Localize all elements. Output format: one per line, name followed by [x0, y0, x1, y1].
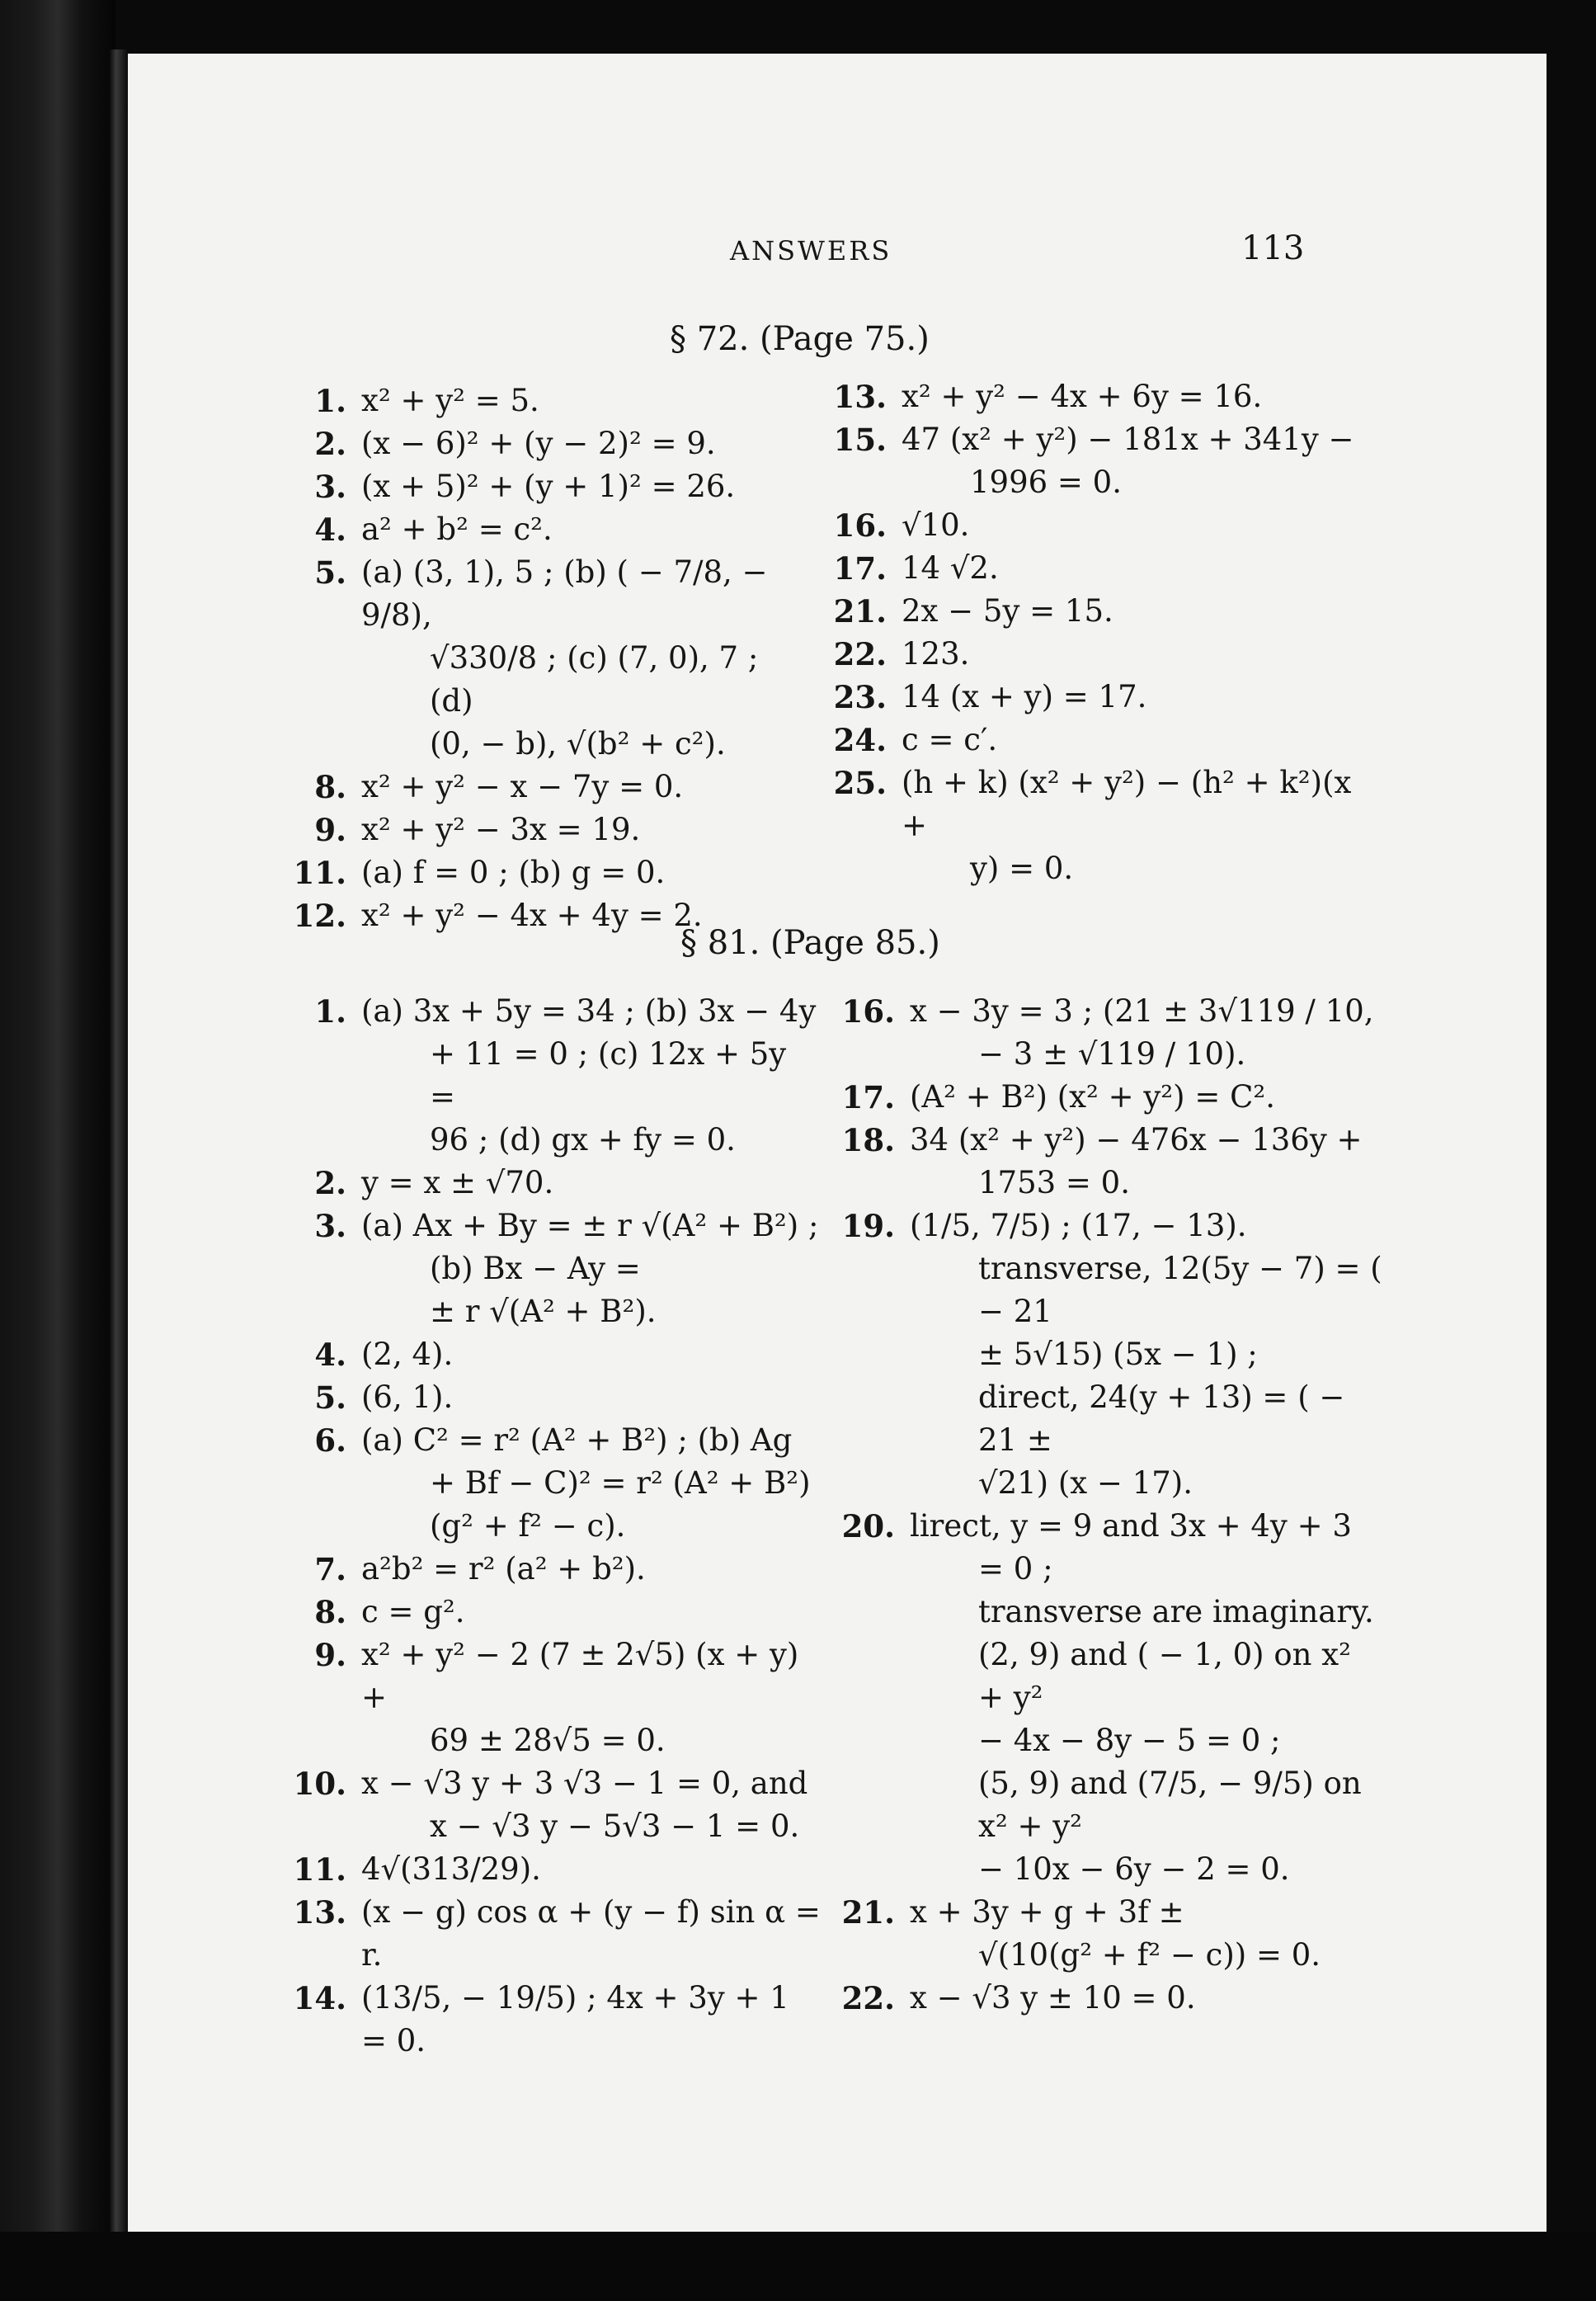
- answer-number: [833, 847, 902, 890]
- scan-left-page-shadow: [0, 0, 115, 2301]
- answer-text: (6, 1).: [361, 1379, 454, 1415]
- answer-item: [833, 761, 1377, 847]
- answer-continuation: [841, 1247, 1386, 1333]
- answer-number: [841, 1462, 910, 1505]
- answer-text: (a) C² = r² (A² + B²) ; (b) Ag: [361, 1422, 793, 1458]
- answer-continuation: [841, 1719, 1386, 1762]
- answer-text: lirect, y = 9 and 3x + 4y + 3: [910, 1508, 1352, 1544]
- answer-continuation: [293, 723, 804, 766]
- answer-number: [293, 1505, 361, 1548]
- answer-text: a² + b² = c².: [361, 512, 553, 547]
- answer-number: 17.: [841, 1079, 895, 1115]
- answer-number: 5.: [314, 554, 346, 591]
- answer-continuation: [833, 847, 1377, 890]
- answer-item: [841, 1505, 1386, 1548]
- answer-text: x − √3 y − 5√3 − 1 = 0.: [430, 1808, 800, 1844]
- answer-number: 1.: [314, 993, 346, 1030]
- answer-number: 11.: [293, 855, 346, 891]
- answer-number: [841, 1376, 910, 1462]
- answer-item: [841, 1205, 1386, 1247]
- answer-item: [833, 590, 1377, 633]
- answer-continuation: [841, 1762, 1386, 1848]
- answer-number: [841, 1591, 910, 1634]
- answer-item: [293, 551, 804, 637]
- answer-text: x − √3 y ± 10 = 0.: [910, 1980, 1196, 2016]
- answer-continuation: [841, 1548, 1386, 1591]
- answer-text: 96 ; (d) gx + fy = 0.: [430, 1122, 736, 1158]
- running-head: ANSWERS: [730, 235, 892, 266]
- answer-number: 22.: [841, 1980, 895, 2016]
- answer-text: + Bf − C)² = r² (A² + B²): [430, 1465, 811, 1501]
- answer-text: y) = 0.: [970, 851, 1074, 886]
- answer-text: (x − 6)² + (y − 2)² = 9.: [361, 426, 716, 461]
- answer-number: 18.: [841, 1122, 895, 1158]
- answer-number: [293, 637, 361, 723]
- answer-item: [293, 1848, 821, 1891]
- answer-text: 69 ± 28√5 = 0.: [430, 1723, 666, 1758]
- answer-continuation: [293, 1719, 821, 1762]
- answer-number: 20.: [841, 1508, 895, 1544]
- answer-item: [293, 465, 804, 508]
- answer-item: [293, 1333, 821, 1376]
- answer-number: [293, 1247, 361, 1290]
- answer-item: [293, 1205, 821, 1247]
- answer-number: 11.: [293, 1851, 346, 1888]
- answer-item: [293, 1634, 821, 1719]
- answer-item: [293, 1376, 821, 1419]
- answer-continuation: [841, 1634, 1386, 1719]
- answer-item: [293, 422, 804, 465]
- answer-number: 24.: [833, 722, 887, 758]
- answer-item: [293, 1419, 821, 1462]
- answer-number: [841, 1162, 910, 1205]
- answer-number: 19.: [841, 1208, 895, 1244]
- answer-number: 8.: [314, 769, 346, 805]
- section-72-right-column: [833, 375, 1377, 890]
- answer-number: 2.: [314, 1165, 346, 1201]
- answer-number: 4.: [314, 1337, 346, 1373]
- answer-item: [833, 504, 1377, 547]
- answer-number: [841, 1719, 910, 1762]
- answer-item: [841, 990, 1386, 1033]
- answer-item: [293, 809, 804, 851]
- answer-text: (a) f = 0 ; (b) g = 0.: [361, 855, 666, 890]
- answer-number: 13.: [293, 1894, 346, 1931]
- answer-continuation: [293, 1119, 821, 1162]
- answer-number: 21.: [833, 593, 887, 629]
- answer-number: 10.: [293, 1766, 346, 1802]
- answer-number: 1.: [314, 383, 346, 419]
- answer-continuation: [841, 1376, 1386, 1462]
- answer-text: (2, 9) and ( − 1, 0) on x² + y²: [978, 1637, 1351, 1715]
- answer-text: (g² + f² − c).: [430, 1508, 626, 1544]
- answer-text: direct, 24(y + 13) = ( − 21 ±: [978, 1379, 1345, 1458]
- answer-number: [841, 1634, 910, 1719]
- answer-number: 16.: [833, 507, 887, 544]
- answer-number: 7.: [314, 1551, 346, 1587]
- answer-number: [293, 1719, 361, 1762]
- answer-text: (b) Bx − Ay =: [430, 1251, 641, 1286]
- answer-continuation: [841, 1333, 1386, 1376]
- answer-item: [833, 547, 1377, 590]
- answer-continuation: [293, 1805, 821, 1848]
- answer-number: [841, 1247, 910, 1333]
- answer-number: 5.: [314, 1379, 346, 1416]
- answer-number: [841, 1848, 910, 1891]
- answer-text: x + 3y + g + 3f ±: [910, 1894, 1184, 1930]
- answer-continuation: [841, 1033, 1386, 1076]
- answer-item: [833, 375, 1377, 418]
- scan-binding-edge: [109, 50, 127, 2236]
- answer-continuation: [293, 1505, 821, 1548]
- answer-text: x² + y² − 4x + 4y = 2.: [361, 898, 703, 933]
- answer-text: 34 (x² + y²) − 476x − 136y +: [910, 1122, 1363, 1158]
- answer-text: = 0 ;: [978, 1551, 1053, 1587]
- answer-item: [841, 1119, 1386, 1162]
- answer-number: [841, 1548, 910, 1591]
- answer-text: transverse are imaginary.: [978, 1594, 1374, 1629]
- answer-text: 4√(313/29).: [361, 1851, 541, 1887]
- scan-bottom-border: [0, 2232, 1596, 2301]
- answer-continuation: [841, 1934, 1386, 1977]
- answer-continuation: [293, 1290, 821, 1333]
- answer-item: [293, 766, 804, 809]
- answer-item: [833, 418, 1377, 461]
- answer-number: 22.: [833, 636, 887, 672]
- answer-number: 14.: [293, 1980, 346, 2016]
- section-72-heading: § 72. (Page 75.): [670, 320, 930, 358]
- answer-text: 14 √2.: [902, 550, 999, 586]
- answer-text: (A² + B²) (x² + y²) = C².: [910, 1079, 1275, 1115]
- answer-text: (13/5, − 19/5) ; 4x + 3y + 1 = 0.: [361, 1980, 789, 2058]
- answer-item: [833, 676, 1377, 719]
- answer-continuation: [293, 637, 804, 723]
- answer-number: 21.: [841, 1894, 895, 1931]
- answer-item: [841, 1977, 1386, 2020]
- answer-text: x² + y² = 5.: [361, 383, 539, 418]
- answer-text: 123.: [902, 636, 970, 672]
- answer-text: √330/8 ; (c) (7, 0), 7 ; (d): [430, 640, 759, 719]
- answer-text: − 3 ± √119 / 10).: [978, 1036, 1246, 1072]
- answer-item: [293, 508, 804, 551]
- answer-number: [293, 1290, 361, 1333]
- section-81-right-column: [841, 990, 1386, 2020]
- answer-item: [293, 990, 821, 1033]
- answer-number: 17.: [833, 550, 887, 587]
- answer-text: x² + y² − x − 7y = 0.: [361, 769, 684, 804]
- section-81-heading: § 81. (Page 85.): [680, 924, 940, 962]
- answer-number: [841, 1762, 910, 1848]
- answer-item: [293, 1891, 821, 1977]
- answer-text: ± 5√15) (5x − 1) ;: [978, 1337, 1258, 1372]
- answer-text: 2x − 5y = 15.: [902, 593, 1113, 629]
- answer-text: (a) Ax + By = ± r √(A² + B²) ;: [361, 1208, 819, 1243]
- answer-number: 2.: [314, 426, 346, 462]
- answer-text: 14 (x + y) = 17.: [902, 679, 1147, 714]
- answer-text: c = c′.: [902, 722, 998, 757]
- answer-text: transverse, 12(5y − 7) = ( − 21: [978, 1251, 1382, 1329]
- answer-continuation: [293, 1033, 821, 1119]
- answer-text: x² + y² − 4x + 6y = 16.: [902, 379, 1263, 414]
- answer-number: [833, 461, 902, 504]
- answer-number: 23.: [833, 679, 887, 715]
- page-number: 113: [1241, 229, 1305, 267]
- answer-text: (a) (3, 1), 5 ; (b) ( − 7/8, − 9/8),: [361, 554, 768, 633]
- answer-number: 8.: [314, 1594, 346, 1630]
- answer-number: [841, 1934, 910, 1977]
- answer-item: [293, 1762, 821, 1805]
- answer-number: 12.: [293, 898, 346, 934]
- answer-item: [833, 719, 1377, 761]
- answer-text: (a) 3x + 5y = 34 ; (b) 3x − 4y: [361, 993, 817, 1029]
- answer-item: [841, 1891, 1386, 1934]
- answer-number: 4.: [314, 512, 346, 548]
- answer-number: 3.: [314, 469, 346, 505]
- answer-number: [841, 1333, 910, 1376]
- answer-item: [841, 1076, 1386, 1119]
- answer-text: (1/5, 7/5) ; (17, − 13).: [910, 1208, 1247, 1243]
- answer-number: 9.: [314, 1637, 346, 1673]
- answer-continuation: [293, 1462, 821, 1505]
- answer-text: (2, 4).: [361, 1337, 454, 1372]
- answer-number: 3.: [314, 1208, 346, 1244]
- answer-text: 1996 = 0.: [970, 464, 1122, 500]
- answer-continuation: [841, 1162, 1386, 1205]
- answer-text: √10.: [902, 507, 970, 543]
- answer-number: 6.: [314, 1422, 346, 1459]
- answer-text: (h + k) (x² + y²) − (h² + k²)(x +: [902, 765, 1352, 843]
- answer-text: (x − g) cos α + (y − f) sin α = r.: [361, 1894, 821, 1973]
- answer-text: 1753 = 0.: [978, 1165, 1130, 1200]
- answer-text: a²b² = r² (a² + b²).: [361, 1551, 646, 1587]
- answer-continuation: [841, 1591, 1386, 1634]
- answer-text: (5, 9) and (7/5, − 9/5) on x² + y²: [978, 1766, 1362, 1844]
- answer-text: ± r √(A² + B²).: [430, 1294, 657, 1329]
- answer-item: [293, 1162, 821, 1205]
- answer-text: √21) (x − 17).: [978, 1465, 1193, 1501]
- answer-number: [841, 1033, 910, 1076]
- answer-number: 9.: [314, 812, 346, 848]
- answer-item: [293, 851, 804, 894]
- answer-item: [293, 380, 804, 422]
- answer-number: [293, 1462, 361, 1505]
- answer-text: − 10x − 6y − 2 = 0.: [978, 1851, 1290, 1887]
- answer-number: 13.: [833, 379, 887, 415]
- answer-text: √(10(g² + f² − c)) = 0.: [978, 1937, 1321, 1973]
- answer-text: + 11 = 0 ; (c) 12x + 5y =: [430, 1036, 787, 1115]
- section-72-left-column: [293, 380, 804, 937]
- answer-item: [293, 1591, 821, 1634]
- answer-item: [293, 1977, 821, 2063]
- answer-text: (0, − b), √(b² + c²).: [430, 726, 726, 761]
- answer-text: c = g².: [361, 1594, 465, 1629]
- answer-number: [293, 1805, 361, 1848]
- answer-item: [293, 894, 804, 937]
- answer-number: 15.: [833, 422, 887, 458]
- answer-text: x − √3 y + 3 √3 − 1 = 0, and: [361, 1766, 808, 1801]
- answer-number: 16.: [841, 993, 895, 1030]
- section-81-left-column: [293, 990, 821, 2063]
- answer-text: 47 (x² + y²) − 181x + 341y −: [902, 422, 1354, 457]
- answer-text: x − 3y = 3 ; (21 ± 3√119 / 10,: [910, 993, 1374, 1029]
- answer-number: [293, 723, 361, 766]
- answer-number: [293, 1033, 361, 1119]
- answer-continuation: [833, 461, 1377, 504]
- answer-continuation: [293, 1247, 821, 1290]
- answer-text: − 4x − 8y − 5 = 0 ;: [978, 1723, 1281, 1758]
- answer-text: x² + y² − 3x = 19.: [361, 812, 641, 847]
- answer-text: y = x ± √70.: [361, 1165, 554, 1200]
- answer-item: [293, 1548, 821, 1591]
- answer-continuation: [841, 1848, 1386, 1891]
- answer-item: [833, 633, 1377, 676]
- answer-continuation: [841, 1462, 1386, 1505]
- answer-number: [293, 1119, 361, 1162]
- answer-text: x² + y² − 2 (7 ± 2√5) (x + y) +: [361, 1637, 799, 1715]
- answer-number: 25.: [833, 765, 887, 801]
- answer-text: (x + 5)² + (y + 1)² = 26.: [361, 469, 736, 504]
